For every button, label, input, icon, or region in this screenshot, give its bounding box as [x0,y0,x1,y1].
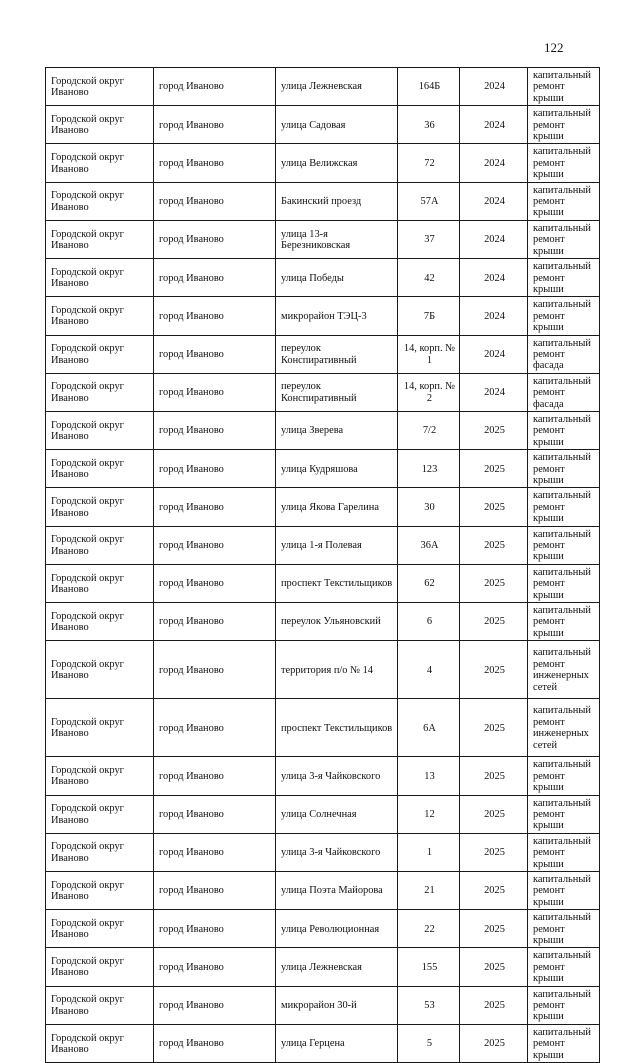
district-cell: Городской округ Иваново [46,910,154,948]
work-type-cell: капитальный ремонт крыши [528,106,600,144]
work-type-cell: капитальный ремонт крыши [528,1024,600,1062]
table-row [46,144,600,182]
house-number-cell: 1 [398,833,460,871]
district-cell: Городской округ Иваново [46,144,154,182]
street-cell: территория п/о № 14 [276,641,398,699]
house-number-cell: 57А [398,182,460,220]
street-cell: улица Якова Гарелина [276,488,398,526]
table-row [46,488,600,526]
work-type-cell: капитальный ремонт крыши [528,144,600,182]
district-cell: Городской округ Иваново [46,757,154,795]
district-cell: Городской округ Иваново [46,106,154,144]
table-row [46,182,600,220]
district-cell: Городской округ Иваново [46,220,154,258]
locality-cell: город Иваново [154,411,276,449]
work-type-cell: капитальный ремонт крыши [528,259,600,297]
district-cell: Городской округ Иваново [46,871,154,909]
table-row [46,526,600,564]
work-type-cell: капитальный ремонт инженерных сетей [528,641,600,699]
district-cell: Городской округ Иваново [46,182,154,220]
work-type-cell: капитальный ремонт крыши [528,297,600,335]
house-number-cell: 36А [398,526,460,564]
table-row [46,259,600,297]
locality-cell: город Иваново [154,641,276,699]
work-type-cell: капитальный ремонт крыши [528,795,600,833]
repair-schedule-table [45,67,600,1063]
work-type-cell: капитальный ремонт крыши [528,564,600,602]
work-type-cell: капитальный ремонт крыши [528,986,600,1024]
table-row [46,603,600,641]
work-type-cell: капитальный ремонт крыши [528,603,600,641]
house-number-cell: 6А [398,699,460,757]
locality-cell: город Иваново [154,871,276,909]
district-cell: Городской округ Иваново [46,297,154,335]
year-cell: 2024 [460,373,528,411]
house-number-cell: 62 [398,564,460,602]
work-type-cell: капитальный ремонт крыши [528,948,600,986]
work-type-cell: капитальный ремонт крыши [528,411,600,449]
table-row [46,450,600,488]
district-cell: Городской округ Иваново [46,411,154,449]
district-cell: Городской округ Иваново [46,259,154,297]
year-cell: 2024 [460,68,528,106]
year-cell: 2024 [460,259,528,297]
table-row [46,335,600,373]
locality-cell: город Иваново [154,948,276,986]
street-cell: улица Солнечная [276,795,398,833]
house-number-cell: 72 [398,144,460,182]
house-number-cell: 14, корп. № 1 [398,335,460,373]
house-number-cell: 12 [398,795,460,833]
street-cell: улица Победы [276,259,398,297]
table-row [46,986,600,1024]
street-cell: улица Лежневская [276,68,398,106]
year-cell: 2024 [460,335,528,373]
district-cell: Городской округ Иваново [46,948,154,986]
table-row [46,833,600,871]
district-cell: Городской округ Иваново [46,795,154,833]
table-row [46,699,600,757]
street-cell: Бакинский проезд [276,182,398,220]
work-type-cell: капитальный ремонт крыши [528,871,600,909]
locality-cell: город Иваново [154,757,276,795]
district-cell: Городской округ Иваново [46,488,154,526]
work-type-cell: капитальный ремонт крыши [528,450,600,488]
house-number-cell: 37 [398,220,460,258]
district-cell: Городской округ Иваново [46,68,154,106]
year-cell: 2025 [460,833,528,871]
house-number-cell: 155 [398,948,460,986]
district-cell: Городской округ Иваново [46,450,154,488]
locality-cell: город Иваново [154,373,276,411]
house-number-cell: 123 [398,450,460,488]
work-type-cell: капитальный ремонт крыши [528,526,600,564]
district-cell: Городской округ Иваново [46,603,154,641]
district-cell: Городской округ Иваново [46,699,154,757]
locality-cell: город Иваново [154,68,276,106]
street-cell: улица 3-я Чайковского [276,757,398,795]
year-cell: 2025 [460,795,528,833]
locality-cell: город Иваново [154,603,276,641]
year-cell: 2024 [460,297,528,335]
house-number-cell: 7/2 [398,411,460,449]
house-number-cell: 53 [398,986,460,1024]
year-cell: 2024 [460,182,528,220]
work-type-cell: капитальный ремонт крыши [528,68,600,106]
page-number: 122 [544,40,564,55]
house-number-cell: 22 [398,910,460,948]
work-type-cell: капитальный ремонт фасада [528,373,600,411]
table-row [46,411,600,449]
house-number-cell: 42 [398,259,460,297]
year-cell: 2024 [460,220,528,258]
street-cell: улица Велижская [276,144,398,182]
year-cell: 2025 [460,450,528,488]
district-cell: Городской округ Иваново [46,1024,154,1062]
table-body [46,68,600,1063]
street-cell: улица Лежневская [276,948,398,986]
year-cell: 2024 [460,106,528,144]
table-row [46,871,600,909]
district-cell: Городской округ Иваново [46,641,154,699]
work-type-cell: капитальный ремонт фасада [528,335,600,373]
street-cell: микрорайон 30-й [276,986,398,1024]
street-cell: переулок Конспиративный [276,373,398,411]
work-type-cell: капитальный ремонт инженерных сетей [528,699,600,757]
locality-cell: город Иваново [154,910,276,948]
locality-cell: город Иваново [154,526,276,564]
year-cell: 2024 [460,144,528,182]
street-cell: улица 13-я Березниковская [276,220,398,258]
table-row [46,795,600,833]
locality-cell: город Иваново [154,144,276,182]
locality-cell: город Иваново [154,699,276,757]
street-cell: улица Кудряшова [276,450,398,488]
work-type-cell: капитальный ремонт крыши [528,833,600,871]
street-cell: улица Зверева [276,411,398,449]
street-cell: улица Революционная [276,910,398,948]
district-cell: Городской округ Иваново [46,526,154,564]
district-cell: Городской округ Иваново [46,986,154,1024]
street-cell: переулок Ульяновский [276,603,398,641]
street-cell: улица Герцена [276,1024,398,1062]
year-cell: 2025 [460,411,528,449]
table-row [46,641,600,699]
street-cell: улица 3-я Чайковского [276,833,398,871]
year-cell: 2025 [460,1024,528,1062]
street-cell: проспект Текстильщиков [276,699,398,757]
street-cell: улица Садовая [276,106,398,144]
district-cell: Городской округ Иваново [46,335,154,373]
locality-cell: город Иваново [154,106,276,144]
street-cell: микрорайон ТЭЦ-3 [276,297,398,335]
year-cell: 2025 [460,526,528,564]
table-row [46,1024,600,1062]
table-row [46,564,600,602]
year-cell: 2025 [460,603,528,641]
house-number-cell: 36 [398,106,460,144]
house-number-cell: 164Б [398,68,460,106]
work-type-cell: капитальный ремонт крыши [528,910,600,948]
table-row [46,68,600,106]
locality-cell: город Иваново [154,182,276,220]
year-cell: 2025 [460,699,528,757]
house-number-cell: 6 [398,603,460,641]
locality-cell: город Иваново [154,259,276,297]
work-type-cell: капитальный ремонт крыши [528,488,600,526]
locality-cell: город Иваново [154,297,276,335]
house-number-cell: 21 [398,871,460,909]
house-number-cell: 5 [398,1024,460,1062]
table-row [46,297,600,335]
locality-cell: город Иваново [154,1024,276,1062]
district-cell: Городской округ Иваново [46,373,154,411]
house-number-cell: 30 [398,488,460,526]
house-number-cell: 13 [398,757,460,795]
table-row [46,948,600,986]
locality-cell: город Иваново [154,335,276,373]
table-row [46,757,600,795]
locality-cell: город Иваново [154,488,276,526]
table-row [46,220,600,258]
year-cell: 2025 [460,564,528,602]
district-cell: Городской округ Иваново [46,564,154,602]
house-number-cell: 7Б [398,297,460,335]
locality-cell: город Иваново [154,795,276,833]
table-row [46,373,600,411]
district-cell: Городской округ Иваново [46,833,154,871]
work-type-cell: капитальный ремонт крыши [528,757,600,795]
table-row [46,106,600,144]
street-cell: переулок Конспиративный [276,335,398,373]
year-cell: 2025 [460,757,528,795]
year-cell: 2025 [460,641,528,699]
house-number-cell: 14, корп. № 2 [398,373,460,411]
year-cell: 2025 [460,948,528,986]
work-type-cell: капитальный ремонт крыши [528,182,600,220]
locality-cell: город Иваново [154,986,276,1024]
street-cell: проспект Текстильщиков [276,564,398,602]
year-cell: 2025 [460,488,528,526]
street-cell: улица 1-я Полевая [276,526,398,564]
year-cell: 2025 [460,986,528,1024]
locality-cell: город Иваново [154,564,276,602]
house-number-cell: 4 [398,641,460,699]
year-cell: 2025 [460,910,528,948]
year-cell: 2025 [460,871,528,909]
locality-cell: город Иваново [154,833,276,871]
locality-cell: город Иваново [154,450,276,488]
work-type-cell: капитальный ремонт крыши [528,220,600,258]
locality-cell: город Иваново [154,220,276,258]
table-row [46,910,600,948]
street-cell: улица Поэта Майорова [276,871,398,909]
